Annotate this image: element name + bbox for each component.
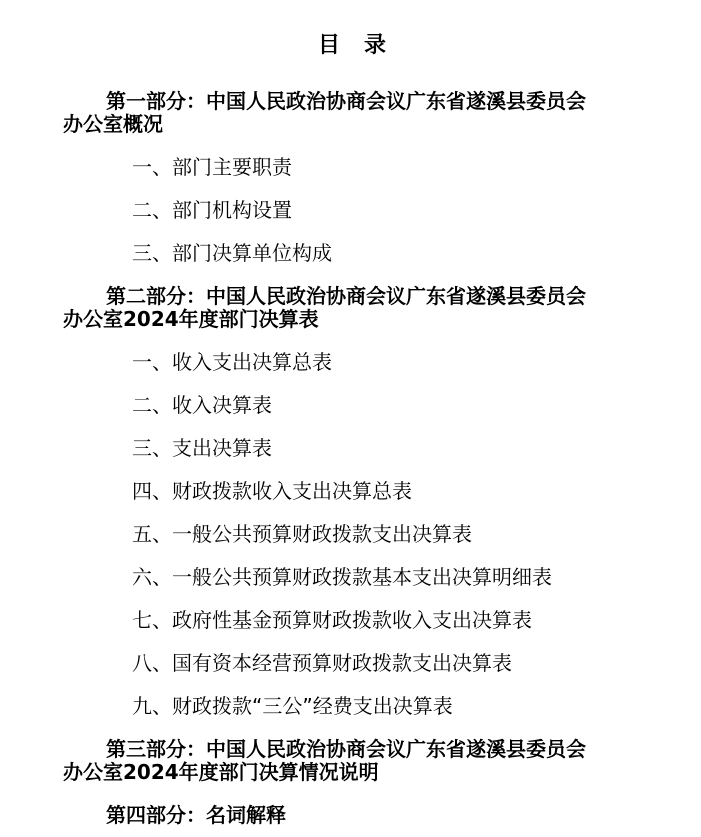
page-title: 目 录	[317, 33, 387, 58]
toc-item-part2-5: 五、一般公共预算财政拨款支出决算表	[132, 522, 472, 546]
toc-part2-heading	[63, 285, 622, 331]
toc-part3-line2: 办公室2024年度部门决算情况说明	[63, 760, 379, 784]
toc-part2-line1: 第二部分：中国人民政治协商会议广东省遂溪县委员会	[106, 284, 586, 308]
toc-part4-line1: 第四部分：名词解释	[106, 803, 286, 827]
toc-item-part2-8: 八、国有资本经营预算财政拨款支出决算表	[132, 651, 512, 675]
toc-item-part2-7: 七、政府性基金预算财政拨款收入支出决算表	[132, 608, 532, 632]
toc-part1-heading	[63, 90, 622, 136]
toc-part4-heading	[63, 804, 622, 827]
toc-part3-heading	[63, 738, 622, 784]
toc-part3-line1: 第三部分：中国人民政治协商会议广东省遂溪县委员会	[106, 737, 586, 761]
toc-part2-line2: 办公室2024年度部门决算表	[63, 307, 319, 331]
toc-item-part2-4: 四、财政拨款收入支出决算总表	[132, 479, 412, 503]
toc-item-part2-3: 三、支出决算表	[132, 436, 272, 460]
toc-item-part1-2: 二、部门机构设置	[132, 198, 292, 222]
toc-item-part2-6: 六、一般公共预算财政拨款基本支出决算明细表	[132, 565, 552, 589]
toc-item-part1-1: 一、部门主要职责	[132, 155, 292, 179]
toc-item-part2-2: 二、收入决算表	[132, 393, 272, 417]
toc-part1-line2: 办公室概况	[63, 112, 163, 136]
toc-item-part1-3: 三、部门决算单位构成	[132, 241, 332, 265]
toc-item-part2-9: 九、财政拨款“三公”经费支出决算表	[132, 694, 453, 718]
toc-part1-line1: 第一部分：中国人民政治协商会议广东省遂溪县委员会	[106, 89, 586, 113]
toc-item-part2-1: 一、收入支出决算总表	[132, 350, 332, 374]
table-of-contents	[63, 90, 622, 827]
